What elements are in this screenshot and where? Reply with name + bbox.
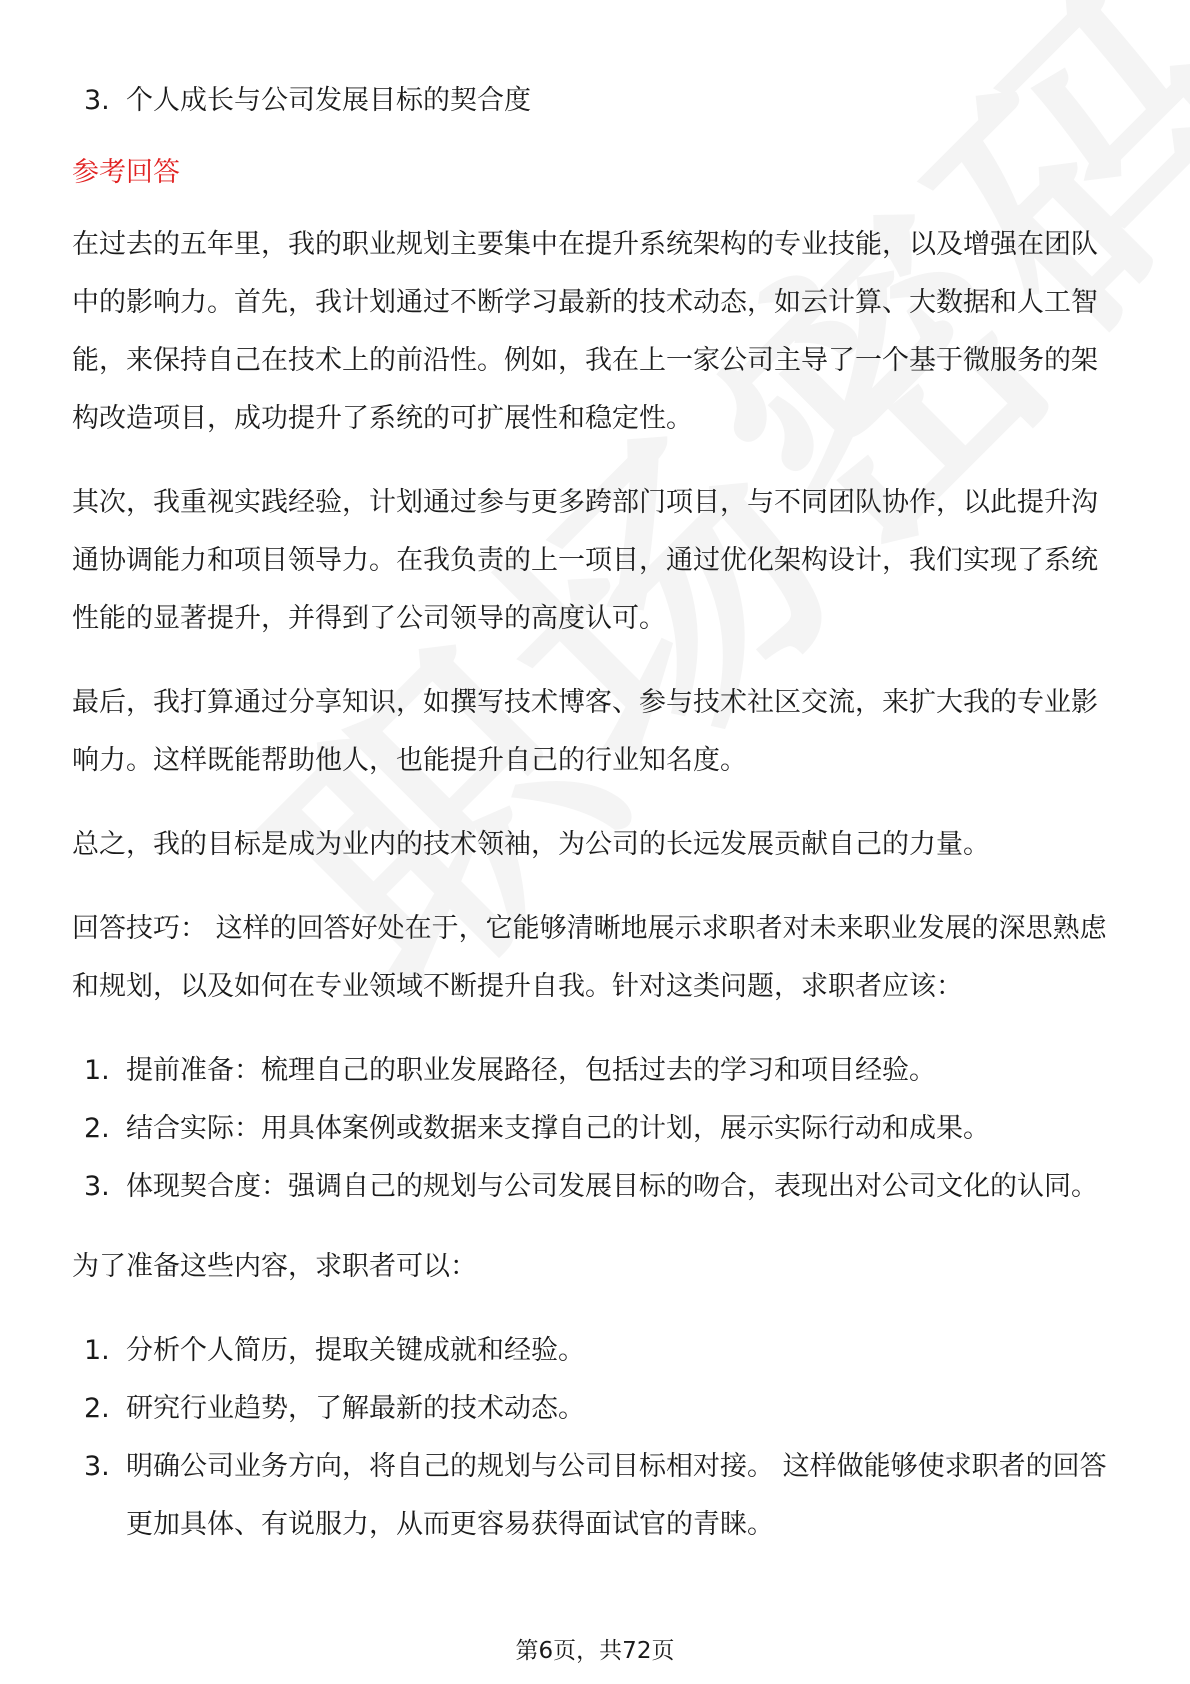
list-item-text: 结合实际：用具体案例或数据来支撑自己的计划，展示实际行动和成果。 xyxy=(126,1113,990,1144)
list-item-text: 个人成长与公司发展目标的契合度 xyxy=(126,85,531,116)
page-footer: 第6页，共72页 xyxy=(515,1638,675,1664)
prepare-list xyxy=(72,1322,1122,1554)
list-item-text: 分析个人简历，提取关键成就和经验。 xyxy=(126,1335,585,1366)
list-item xyxy=(72,1158,1122,1216)
list-item xyxy=(72,1322,1122,1380)
paragraph: 最后，我打算通过分享知识，如撰写技术博客、参与技术社区交流，来扩大我的专业影响力。这样既能帮助他人，也能提升自己的行业知名度。 xyxy=(72,687,1098,776)
list-number: 1. xyxy=(84,1055,110,1086)
list-number: 2. xyxy=(84,1393,110,1424)
list-item-text: 体现契合度：强调自己的规划与公司发展目标的吻合，表现出对公司文化的认同。 xyxy=(126,1171,1098,1202)
paragraph: 总之，我的目标是成为业内的技术领袖，为公司的长远发展贡献自己的力量。 xyxy=(72,829,990,860)
tips-list xyxy=(72,1042,1122,1216)
list-number: 3. xyxy=(84,85,110,116)
prepare-intro: 为了准备这些内容，求职者可以： xyxy=(72,1251,477,1282)
list-item xyxy=(72,72,1122,130)
list-item xyxy=(72,1100,1122,1158)
paragraph: 在过去的五年里，我的职业规划主要集中在提升系统架构的专业技能，以及增强在团队中的影响力。首先，我计划通过不断学习最新的技术动态，如云计算、大数据和人工智能，来保持自己在技术上的前沿性。例如，我在上一家公司主导了一个基于微服务的架构改造项目，成功提升了系统的可扩展性和稳定性。 xyxy=(72,229,1098,434)
list-number: 3. xyxy=(84,1451,110,1482)
list-item xyxy=(72,1380,1122,1438)
list-number: 1. xyxy=(84,1335,110,1366)
list-item xyxy=(72,1042,1122,1100)
list-item-text: 研究行业趋势，了解最新的技术动态。 xyxy=(126,1393,585,1424)
list-item-text: 明确公司业务方向，将自己的规划与公司目标相对接。 这样做能够使求职者的回答更加具体、有说服力，从而更容易获得面试官的青睐。 xyxy=(126,1451,1107,1540)
list-number: 3. xyxy=(84,1171,110,1202)
list-number: 2. xyxy=(84,1113,110,1144)
list-item-text: 提前准备：梳理自己的职业发展路径，包括过去的学习和项目经验。 xyxy=(126,1055,936,1086)
answer-heading: 参考回答 xyxy=(72,157,180,188)
list-item xyxy=(72,1438,1122,1554)
page-content xyxy=(72,72,1122,1576)
tips-paragraph: 回答技巧： 这样的回答好处在于，它能够清晰地展示求职者对未来职业发展的深思熟虑和规划，以及如何在专业领域不断提升自我。针对这类问题，求职者应该： xyxy=(72,913,1107,1002)
paragraph: 其次，我重视实践经验，计划通过参与更多跨部门项目，与不同团队协作，以此提升沟通协调能力和项目领导力。在我负责的上一项目，通过优化架构设计，我们实现了系统性能的显著提升，并得到了公司领导的高度认可。 xyxy=(72,487,1098,634)
